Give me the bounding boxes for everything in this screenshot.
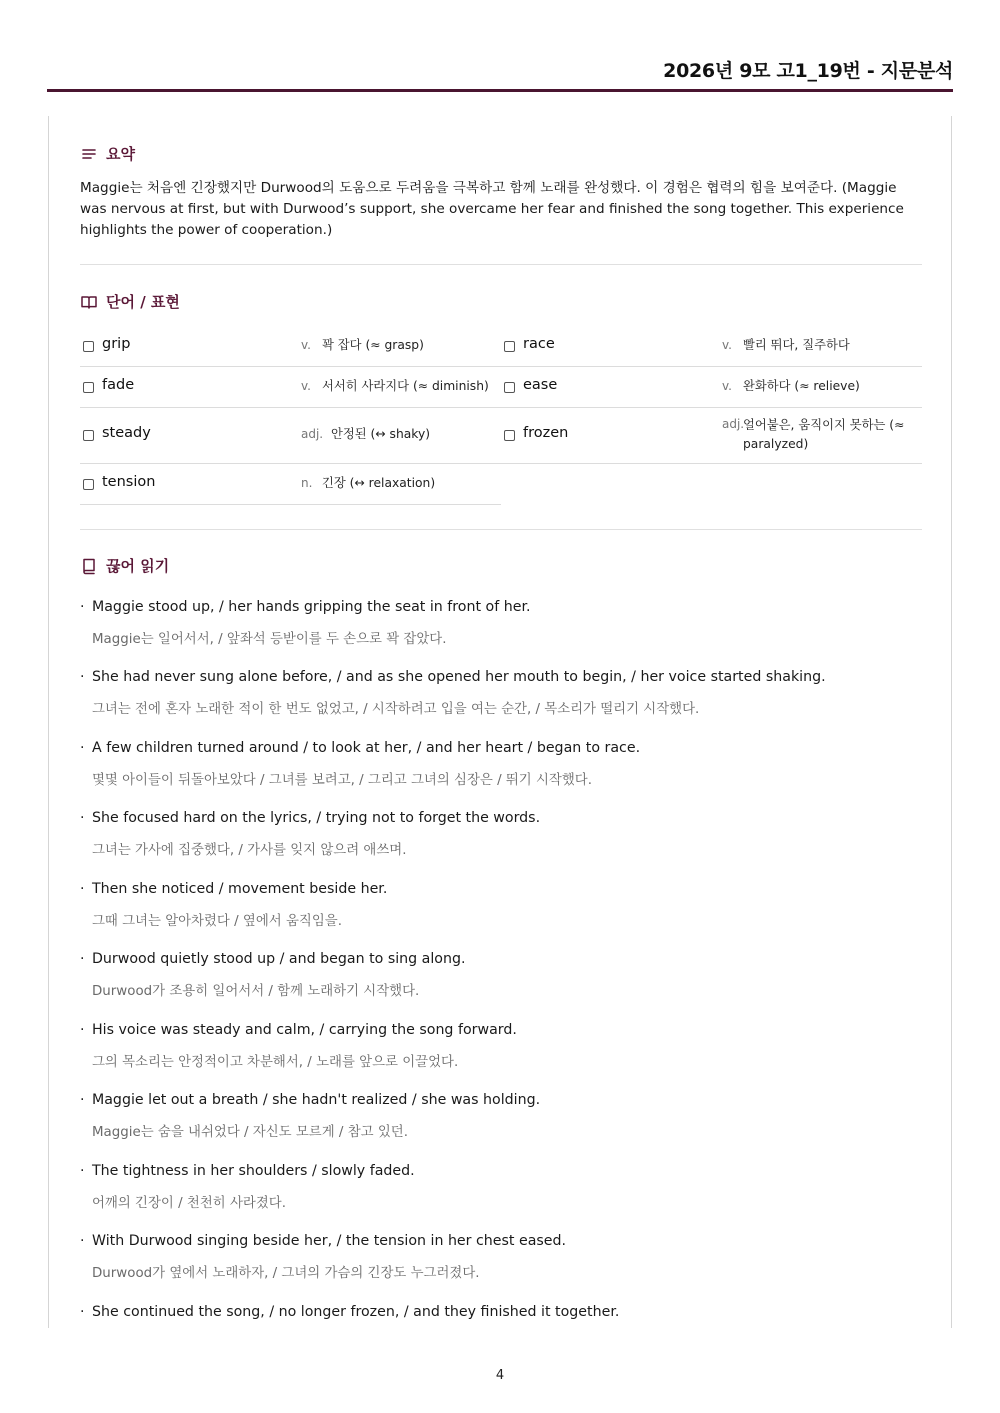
sentence-en-text: She continued the song, / no longer frozen, / and they finished it together.	[92, 1304, 620, 1320]
bullet: ·	[80, 1163, 85, 1179]
sentence-en-text: Then she noticed / movement beside her.	[92, 881, 388, 897]
section-divider	[80, 529, 922, 530]
checkbox[interactable]	[83, 341, 94, 352]
sentence-ko: Durwood가 조용히 일어서서 / 함께 노래하기 시작했다.	[92, 984, 420, 999]
reading-heading	[80, 555, 169, 576]
vocab-pos: v.	[722, 338, 732, 352]
sentence-en	[80, 669, 826, 685]
sentence-en	[80, 1022, 517, 1038]
vocab-row	[80, 464, 501, 505]
vocab-item	[80, 464, 501, 504]
vocab-word: frozen	[523, 425, 569, 441]
vocab-meaning	[743, 416, 909, 454]
vocab-row	[80, 367, 922, 408]
summary-heading-label: 요약	[106, 145, 135, 163]
sentence-ko: 그녀는 전에 혼자 노래한 적이 한 번도 없었고, / 시작하려고 입을 여는 순간, / 목소리가 떨리기 시작했다.	[92, 702, 700, 717]
vocab-item	[80, 408, 501, 463]
vocab-item	[80, 326, 501, 366]
sentence-ko: Maggie는 숨을 내쉬었다 / 자신도 모르게 / 참고 있던.	[92, 1125, 408, 1140]
content-panel	[48, 116, 952, 1328]
menu-lines-icon	[80, 145, 98, 163]
vocab-word: ease	[523, 377, 558, 393]
summary-heading	[80, 143, 135, 164]
checkbox[interactable]	[504, 382, 515, 393]
vocab-pos: adj.	[301, 427, 324, 441]
sentence-en	[80, 1304, 619, 1320]
vocab-pos: n.	[301, 476, 313, 490]
bullet: ·	[80, 740, 85, 756]
vocab-word: fade	[102, 377, 135, 393]
bullet: ·	[80, 599, 85, 615]
sentence-en	[80, 810, 540, 826]
bullet: ·	[80, 1304, 85, 1320]
sentence-en	[80, 1092, 540, 1108]
checkbox[interactable]	[504, 430, 515, 441]
vocab-meaning: 꽉 잡다 (≈ grasp)	[322, 338, 424, 352]
vocab-item	[501, 367, 922, 407]
sentence-ko: 그의 목소리는 안정적이고 차분해서, / 노래를 앞으로 이끌었다.	[92, 1055, 459, 1070]
sentence-en	[80, 881, 387, 897]
sentence-en	[80, 1163, 415, 1179]
page-number: 4	[495, 1368, 505, 1383]
book-open-icon	[80, 293, 98, 311]
sentence-en-text: She had never sung alone before, / and as she opened her mouth to begin, / her voice started shaking.	[92, 669, 826, 685]
vocab-item	[80, 367, 501, 407]
page-title: 2026년 9모 고1_19번 - 지문분석	[663, 60, 953, 82]
book-icon	[80, 557, 98, 575]
vocab-row	[80, 326, 922, 367]
section-divider	[80, 264, 922, 265]
bullet: ·	[80, 1022, 85, 1038]
vocab-item	[501, 408, 922, 463]
page-header	[47, 58, 953, 92]
checkbox[interactable]	[83, 430, 94, 441]
sentence-ko: Durwood가 옆에서 노래하자, / 그녀의 가슴의 긴장도 누그러졌다.	[92, 1266, 480, 1281]
checkbox[interactable]	[83, 382, 94, 393]
vocab-pos: v.	[301, 338, 311, 352]
sentence-en-text: With Durwood singing beside her, / the tension in her chest eased.	[92, 1233, 567, 1249]
vocab-word: steady	[102, 425, 151, 441]
sentence-en-text: Maggie let out a breath / she hadn't realized / she was holding.	[92, 1092, 541, 1108]
bullet: ·	[80, 669, 85, 685]
sentence-en	[80, 599, 530, 615]
sentence-en-text: Maggie stood up, / her hands gripping the seat in front of her.	[92, 599, 531, 615]
bullet: ·	[80, 951, 85, 967]
vocab-meaning: 긴장 (↔ relaxation)	[322, 476, 436, 490]
vocab-meaning: 빨리 뛰다, 질주하다	[743, 338, 850, 352]
vocab-meaning-text: 얼어붙은, 움직이지 못하는 (≈ paralyzed)	[743, 418, 905, 451]
sentence-en	[80, 1233, 566, 1249]
bullet: ·	[80, 881, 85, 897]
sentence-ko: 그때 그녀는 알아차렸다 / 옆에서 움직임을.	[92, 914, 342, 929]
sentence-en-text: A few children turned around / to look at her, / and her heart / began to race.	[92, 740, 641, 756]
vocab-meaning: 완화하다 (≈ relieve)	[743, 379, 860, 393]
vocab-word: race	[523, 336, 555, 352]
checkbox[interactable]	[83, 479, 94, 490]
vocab-word: grip	[102, 336, 131, 352]
vocab-heading-label: 단어 / 표현	[106, 293, 180, 311]
sentence-en-text: The tightness in her shoulders / slowly faded.	[92, 1163, 415, 1179]
bullet: ·	[80, 1233, 85, 1249]
sentence-ko: 몇몇 아이들이 뒤돌아보았다 / 그녀를 보려고, / 그리고 그녀의 심장은 / 뛰기 시작했다.	[92, 773, 592, 788]
sentence-en-text: His voice was steady and calm, / carrying the song forward.	[92, 1022, 517, 1038]
bullet: ·	[80, 1092, 85, 1108]
sentence-en-text: Durwood quietly stood up / and began to sing along.	[92, 951, 466, 967]
sentence-ko: 어깨의 긴장이 / 천천히 사라졌다.	[92, 1196, 286, 1211]
vocab-pos: v.	[301, 379, 311, 393]
vocab-pos: adj.	[722, 417, 745, 431]
summary-text: Maggie는 처음엔 긴장했지만 Durwood의 도움으로 두려움을 극복하고 함께 노래를 완성했다. 이 경험은 협력의 힘을 보여준다. (Maggie was nervous at first, but with Durwood’s support, she overcame her fear and finished the song together. This experience highlights the power of cooperation.)	[80, 180, 904, 238]
sentence-ko: 그녀는 가사에 집중했다, / 가사를 잊지 않으려 애쓰며.	[92, 843, 407, 858]
sentence-en-text: She focused hard on the lyrics, / trying not to forget the words.	[92, 810, 541, 826]
sentence-en	[80, 951, 466, 967]
bullet: ·	[80, 810, 85, 826]
vocab-row	[80, 408, 922, 464]
vocab-pos: v.	[722, 379, 732, 393]
sentence-en	[80, 740, 640, 756]
checkbox[interactable]	[504, 341, 515, 352]
vocab-item	[501, 326, 922, 366]
reading-heading-label: 끊어 읽기	[106, 557, 170, 575]
sentence-ko: Maggie는 일어서서, / 앞좌석 등받이를 두 손으로 꽉 잡았다.	[92, 632, 447, 647]
vocab-meaning: 서서히 사라지다 (≈ diminish)	[322, 379, 489, 393]
vocab-meaning: 안정된 (↔ shaky)	[331, 427, 431, 441]
vocab-heading	[80, 291, 180, 312]
vocab-word: tension	[102, 474, 156, 490]
